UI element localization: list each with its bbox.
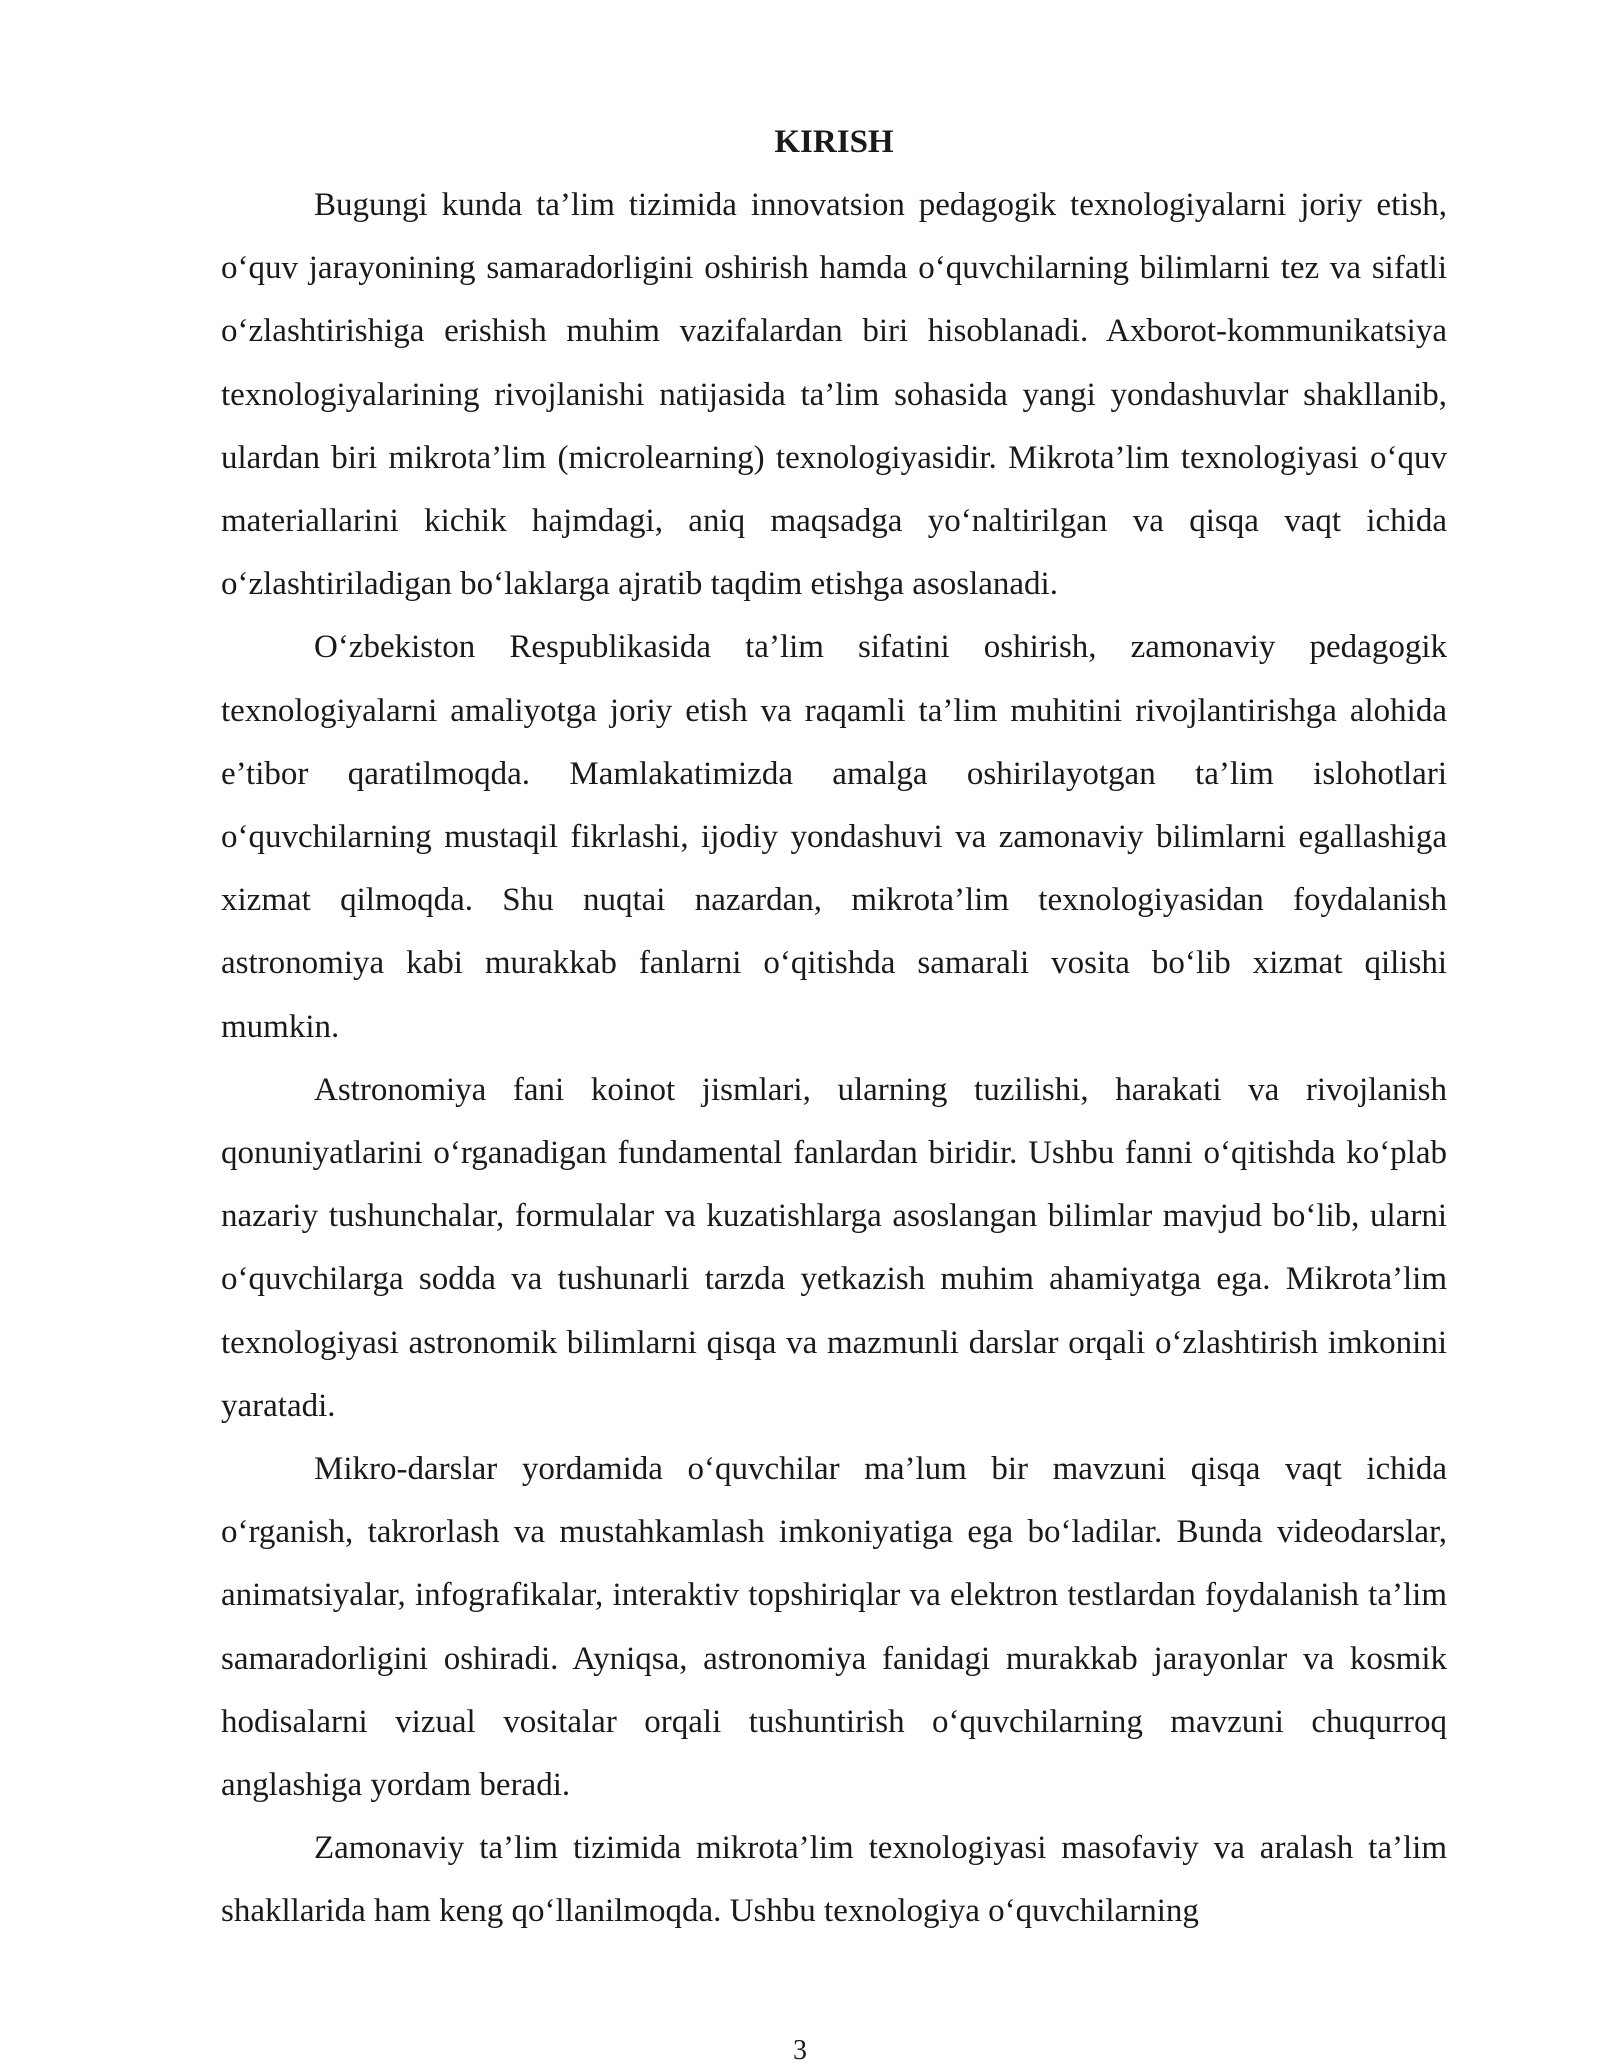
paragraph-4: Mikro-darslar yordamida o‘quvchilar ma’lum bir mavzuni qisqa vaqt ichida o‘rganish, takrorlash va mustahkamlash imkoniyatiga ega bo‘ladilar. Bunda videodarslar, animatsiyalar, infografikalar, interaktiv topshiriqlar va elektron testlardan foydalanish ta’lim samaradorligini oshiradi. Ayniqsa, astronomiya fanidagi murakkab jarayonlar va kosmik hodisalarni vizual vositalar orqali tushuntirish o‘quvchilarning mavzuni chuqurroq anglashiga yordam beradi.: [221, 1451, 1447, 1804]
paragraph-3: Astronomiya fani koinot jismlari, ularning tuzilishi, harakati va rivojlanish qonuniyatlarini o‘rganadigan fundamental fanlardan biridir. Ushbu fanni o‘qitishda ko‘plab nazariy tushunchalar, formulalar va kuzatishlarga asoslangan bilimlar mavjud bo‘lib, ularni o‘quvchilarga sodda va tushunarli tarzda yetkazish muhim ahamiyatga ega. Mikrota’lim texnologiyasi astronomik bilimlarni qisqa va mazmunli darslar orqali o‘zlashtirish imkonini yaratadi.: [221, 1071, 1447, 1424]
document-page: [221, 116, 1447, 1944]
paragraph-5: Zamonaviy ta’lim tizimida mikrota’lim texnologiyasi masofaviy va aralash ta’lim shakllarida ham keng qo‘llanilmoqda. Ushbu texnologiya o‘quvchilarning: [221, 1830, 1447, 1930]
paragraph-1: Bugungi kunda ta’lim tizimida innovatsion pedagogik texnologiyalarni joriy etish, o‘quv jarayonining samaradorligini oshirish hamda o‘quvchilarning bilimlarni tez va sifatli o‘zlashtirishiga erishish muhim vazifalardan biri hisoblanadi. Axborot-kommunikatsiya texnologiyalarining rivojlanishi natijasida ta’lim sohasida yangi yondashuvlar shakllanib, ulardan biri mikrota’lim (microlearning) texnologiyasidir. Mikrota’lim texnologiyasi o‘quv materiallarini kichik hajmdagi, aniq maqsadga yo‘naltirilgan va qisqa vaqt ichida o‘zlashtiriladigan bo‘laklarga ajratib taqdim etishga asoslanadi.: [221, 187, 1447, 603]
paragraph-2: O‘zbekiston Respublikasida ta’lim sifatini oshirish, zamonaviy pedagogik texnologiyalarni amaliyotga joriy etish va raqamli ta’lim muhitini rivojlantirishga alohida e’tibor qaratilmoqda. Mamlakatimizda amalga oshirilayotgan ta’lim islohotlari o‘quvchilarning mustaqil fikrlashi, ijodiy yondashuvi va zamonaviy bilimlarni egallashiga xizmat qilmoqda. Shu nuqtai nazardan, mikrota’lim texnologiyasidan foydalanish astronomiya kabi murakkab fanlarni o‘qitishda samarali vosita bo‘lib xizmat qilishi mumkin.: [221, 629, 1447, 1045]
page-number: 3: [793, 2035, 807, 2066]
section-title: KIRISH: [774, 124, 894, 160]
